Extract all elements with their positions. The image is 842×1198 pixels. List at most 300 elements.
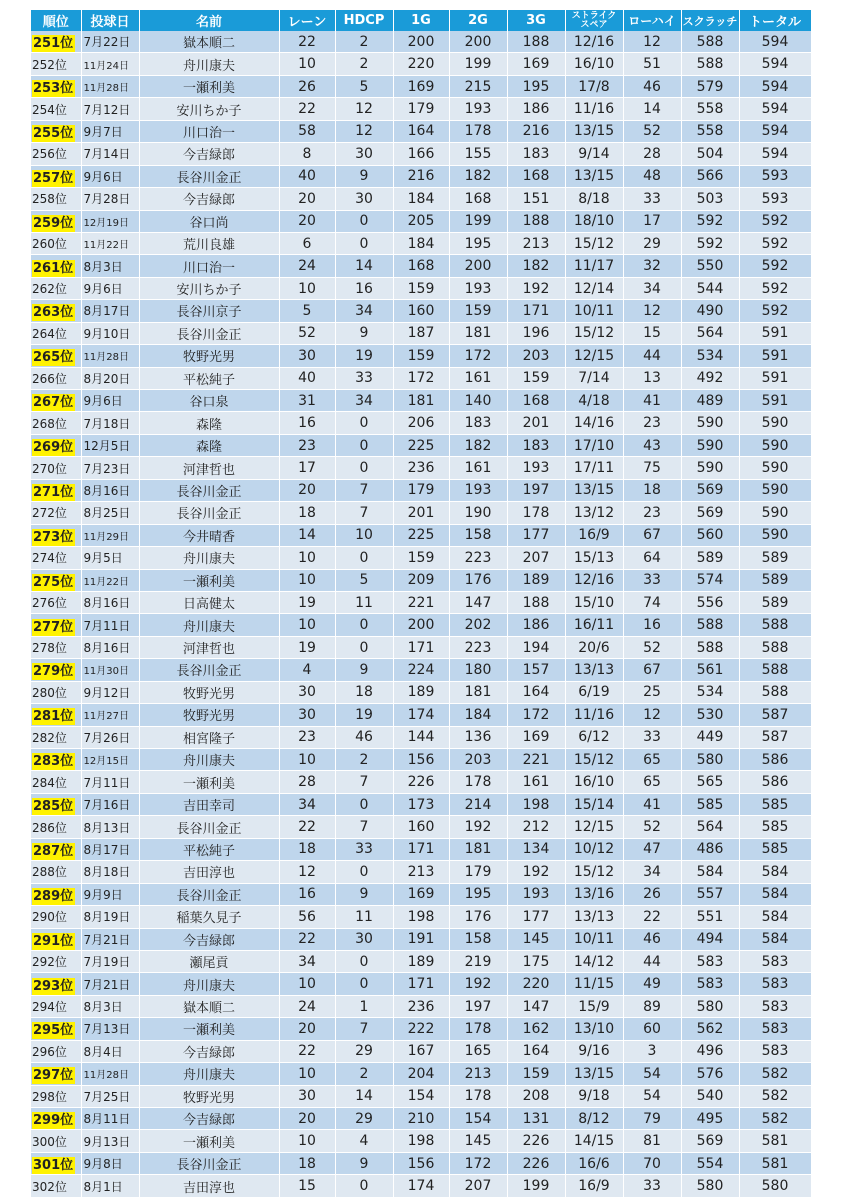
row-rank: [31, 950, 81, 972]
row-lowhigh: 70: [623, 1152, 681, 1174]
row-game3: 159: [507, 367, 565, 389]
table-row: [31, 345, 811, 367]
row-rank: [31, 726, 81, 748]
row-rank: [31, 816, 81, 838]
row-strike-spare: 7/14: [565, 367, 623, 389]
row-game3: 162: [507, 1018, 565, 1040]
row-name: 谷口泉: [139, 390, 279, 412]
table-row: [31, 524, 811, 546]
row-scratch: 590: [681, 434, 739, 456]
row-lowhigh: 29: [623, 232, 681, 254]
row-hdcp: 7: [335, 816, 393, 838]
row-game3: 183: [507, 143, 565, 165]
row-hdcp: 2: [335, 31, 393, 53]
row-game3: 159: [507, 1063, 565, 1085]
row-hdcp: 33: [335, 367, 393, 389]
header-row: [31, 10, 811, 31]
table-row: [31, 75, 811, 97]
row-game2: 161: [449, 367, 507, 389]
header-scratch: スクラッチ: [681, 10, 739, 31]
row-game3: 193: [507, 883, 565, 905]
row-lane: 10: [279, 973, 335, 995]
row-game3: 177: [507, 906, 565, 928]
row-date: 9月7日: [81, 120, 139, 142]
row-name: 谷口尚: [139, 210, 279, 232]
row-total: 594: [739, 31, 811, 53]
rank-label: 296位: [32, 1044, 67, 1059]
row-total: 586: [739, 749, 811, 771]
row-date: 8月13日: [81, 816, 139, 838]
row-total: 588: [739, 614, 811, 636]
row-total: 580: [739, 1175, 811, 1197]
row-game1: 179: [393, 98, 449, 120]
row-date: 7月12日: [81, 98, 139, 120]
row-game3: 169: [507, 53, 565, 75]
row-game2: 140: [449, 390, 507, 412]
row-name: 一瀬利美: [139, 1130, 279, 1152]
row-name: 長谷川金正: [139, 816, 279, 838]
row-strike-spare: 10/11: [565, 928, 623, 950]
row-name: 一瀬利美: [139, 771, 279, 793]
row-lowhigh: 33: [623, 188, 681, 210]
row-lowhigh: 52: [623, 120, 681, 142]
header-game2: 2G: [449, 10, 507, 31]
row-hdcp: 2: [335, 53, 393, 75]
row-strike-spare: 13/13: [565, 659, 623, 681]
rank-label: 298位: [32, 1089, 67, 1104]
table-row: [31, 816, 811, 838]
row-date: 11月28日: [81, 75, 139, 97]
row-game1: 160: [393, 300, 449, 322]
rank-label: 265位: [33, 350, 74, 366]
row-lowhigh: 26: [623, 883, 681, 905]
row-game1: 169: [393, 883, 449, 905]
row-lowhigh: 64: [623, 547, 681, 569]
row-scratch: 557: [681, 883, 739, 905]
row-total: 587: [739, 726, 811, 748]
row-strike-spare: 13/15: [565, 1063, 623, 1085]
row-lowhigh: 41: [623, 793, 681, 815]
rank-label: 290位: [32, 910, 67, 925]
row-game1: 187: [393, 322, 449, 344]
row-lane: 17: [279, 457, 335, 479]
row-total: 582: [739, 1063, 811, 1085]
rank-label: 287位: [33, 843, 74, 859]
table-row: [31, 434, 811, 456]
row-date: 7月13日: [81, 1018, 139, 1040]
rank-label: 292位: [32, 955, 67, 970]
row-lane: 18: [279, 838, 335, 860]
row-strike-spare: 10/12: [565, 838, 623, 860]
row-hdcp: 34: [335, 390, 393, 412]
rank-label: 297位: [33, 1068, 74, 1084]
row-lane: 23: [279, 726, 335, 748]
row-hdcp: 0: [335, 434, 393, 456]
row-hdcp: 0: [335, 210, 393, 232]
row-game2: 200: [449, 31, 507, 53]
rank-label: 255位: [33, 125, 74, 141]
row-strike-spare: 15/12: [565, 749, 623, 771]
header-date: 投球日: [81, 10, 139, 31]
rank-label: 270位: [32, 461, 67, 476]
row-rank: [31, 31, 81, 53]
row-scratch: 558: [681, 98, 739, 120]
row-game1: 205: [393, 210, 449, 232]
row-scratch: 588: [681, 614, 739, 636]
row-game3: 145: [507, 928, 565, 950]
row-hdcp: 7: [335, 479, 393, 501]
row-name: 長谷川金正: [139, 322, 279, 344]
row-game2: 172: [449, 1152, 507, 1174]
row-strike-spare: 16/10: [565, 53, 623, 75]
row-date: 7月14日: [81, 143, 139, 165]
row-hdcp: 7: [335, 502, 393, 524]
table-row: [31, 928, 811, 950]
table-row: [31, 681, 811, 703]
row-date: 8月3日: [81, 255, 139, 277]
row-date: 8月3日: [81, 995, 139, 1017]
row-rank: [31, 838, 81, 860]
table-row: [31, 31, 811, 53]
rank-label: 294位: [32, 1000, 67, 1015]
row-scratch: 544: [681, 277, 739, 299]
rank-label: 274位: [32, 551, 67, 566]
row-hdcp: 16: [335, 277, 393, 299]
row-total: 594: [739, 143, 811, 165]
row-name: 川口治一: [139, 120, 279, 142]
row-lowhigh: 81: [623, 1130, 681, 1152]
row-lane: 26: [279, 75, 335, 97]
row-rank: [31, 906, 81, 928]
row-hdcp: 12: [335, 98, 393, 120]
row-rank: [31, 322, 81, 344]
row-rank: [31, 300, 81, 322]
row-lowhigh: 67: [623, 659, 681, 681]
row-lowhigh: 32: [623, 255, 681, 277]
row-game2: 176: [449, 906, 507, 928]
row-game2: 184: [449, 704, 507, 726]
row-game2: 181: [449, 322, 507, 344]
row-strike-spare: 6/12: [565, 726, 623, 748]
row-strike-spare: 15/10: [565, 591, 623, 613]
row-hdcp: 2: [335, 749, 393, 771]
row-lane: 8: [279, 143, 335, 165]
row-strike-spare: 15/13: [565, 547, 623, 569]
row-hdcp: 19: [335, 345, 393, 367]
row-total: 586: [739, 771, 811, 793]
row-lane: 28: [279, 771, 335, 793]
rank-label: 260位: [32, 237, 67, 252]
row-game2: 154: [449, 1108, 507, 1130]
row-total: 583: [739, 950, 811, 972]
rank-label: 283位: [33, 754, 74, 770]
table-row: [31, 591, 811, 613]
row-game3: 193: [507, 457, 565, 479]
row-game1: 160: [393, 816, 449, 838]
row-rank: [31, 277, 81, 299]
table-row: [31, 1040, 811, 1062]
rank-label: 286位: [32, 820, 67, 835]
row-date: 8月20日: [81, 367, 139, 389]
rank-label: 280位: [32, 685, 67, 700]
rank-label: 269位: [33, 440, 74, 456]
row-hdcp: 9: [335, 322, 393, 344]
row-rank: [31, 479, 81, 501]
row-date: 8月11日: [81, 1108, 139, 1130]
row-lane: 18: [279, 1152, 335, 1174]
row-lowhigh: 44: [623, 345, 681, 367]
row-date: 8月18日: [81, 861, 139, 883]
row-game2: 145: [449, 1130, 507, 1152]
row-game1: 198: [393, 1130, 449, 1152]
header-game1: 1G: [393, 10, 449, 31]
row-lane: 34: [279, 793, 335, 815]
row-date: 9月13日: [81, 1130, 139, 1152]
row-rank: [31, 1130, 81, 1152]
row-scratch: 492: [681, 367, 739, 389]
row-rank: [31, 143, 81, 165]
row-name: 牧野光男: [139, 704, 279, 726]
row-lowhigh: 46: [623, 75, 681, 97]
row-game1: 201: [393, 502, 449, 524]
row-game2: 180: [449, 659, 507, 681]
row-game1: 184: [393, 188, 449, 210]
table-row: [31, 188, 811, 210]
row-strike-spare: 11/15: [565, 973, 623, 995]
row-rank: [31, 749, 81, 771]
row-name: 長谷川金正: [139, 1152, 279, 1174]
table-row: [31, 838, 811, 860]
row-total: 588: [739, 636, 811, 658]
row-game1: 181: [393, 390, 449, 412]
row-lowhigh: 79: [623, 1108, 681, 1130]
rank-label: 272位: [32, 506, 67, 521]
row-scratch: 530: [681, 704, 739, 726]
row-total: 592: [739, 232, 811, 254]
row-rank: [31, 53, 81, 75]
row-lowhigh: 47: [623, 838, 681, 860]
row-game3: 188: [507, 210, 565, 232]
row-name: 相宮隆子: [139, 726, 279, 748]
row-total: 589: [739, 591, 811, 613]
row-game2: 202: [449, 614, 507, 636]
row-hdcp: 5: [335, 75, 393, 97]
row-lane: 16: [279, 883, 335, 905]
row-strike-spare: 13/15: [565, 120, 623, 142]
row-rank: [31, 1063, 81, 1085]
row-scratch: 588: [681, 31, 739, 53]
row-rank: [31, 1108, 81, 1130]
row-name: 長谷川金正: [139, 883, 279, 905]
row-total: 584: [739, 928, 811, 950]
row-game2: 181: [449, 681, 507, 703]
row-game3: 131: [507, 1108, 565, 1130]
row-total: 589: [739, 547, 811, 569]
row-lane: 22: [279, 928, 335, 950]
row-strike-spare: 15/14: [565, 793, 623, 815]
rank-label: 261位: [33, 260, 74, 276]
row-scratch: 580: [681, 749, 739, 771]
row-lowhigh: 60: [623, 1018, 681, 1040]
row-date: 9月8日: [81, 1152, 139, 1174]
row-lowhigh: 22: [623, 906, 681, 928]
row-total: 592: [739, 255, 811, 277]
row-total: 590: [739, 524, 811, 546]
row-game1: 204: [393, 1063, 449, 1085]
row-lane: 22: [279, 816, 335, 838]
row-date: 7月21日: [81, 928, 139, 950]
row-game2: 158: [449, 524, 507, 546]
row-strike-spare: 14/16: [565, 412, 623, 434]
row-lowhigh: 67: [623, 524, 681, 546]
rank-label: 295位: [33, 1023, 74, 1039]
table-row: [31, 771, 811, 793]
row-name: 今吉緑郎: [139, 188, 279, 210]
rank-label: 276位: [32, 596, 67, 611]
row-game2: 172: [449, 345, 507, 367]
row-scratch: 588: [681, 53, 739, 75]
row-game2: 178: [449, 1018, 507, 1040]
row-lane: 40: [279, 165, 335, 187]
row-date: 8月17日: [81, 838, 139, 860]
rank-label: 259位: [33, 215, 74, 231]
row-lane: 22: [279, 31, 335, 53]
table-row: [31, 367, 811, 389]
row-game2: 200: [449, 255, 507, 277]
row-name: 川口治一: [139, 255, 279, 277]
row-lane: 16: [279, 412, 335, 434]
row-hdcp: 18: [335, 681, 393, 703]
row-hdcp: 7: [335, 771, 393, 793]
row-game2: 182: [449, 165, 507, 187]
row-lowhigh: 23: [623, 502, 681, 524]
row-lowhigh: 23: [623, 412, 681, 434]
row-strike-spare: 14/12: [565, 950, 623, 972]
row-game3: 216: [507, 120, 565, 142]
row-lowhigh: 12: [623, 31, 681, 53]
row-date: 9月12日: [81, 681, 139, 703]
row-name: 一瀬利美: [139, 569, 279, 591]
row-date: 8月16日: [81, 591, 139, 613]
header-hdcp: HDCP: [335, 10, 393, 31]
row-rank: [31, 75, 81, 97]
row-game3: 175: [507, 950, 565, 972]
row-game1: 236: [393, 995, 449, 1017]
table-row: [31, 861, 811, 883]
row-date: 12月15日: [81, 749, 139, 771]
row-rank: [31, 547, 81, 569]
row-lowhigh: 33: [623, 569, 681, 591]
row-name: 一瀬利美: [139, 75, 279, 97]
table-row: [31, 973, 811, 995]
row-lane: 10: [279, 547, 335, 569]
rank-label: 257位: [33, 170, 74, 186]
row-total: 585: [739, 816, 811, 838]
row-strike-spare: 9/14: [565, 143, 623, 165]
row-strike-spare: 16/9: [565, 524, 623, 546]
row-lowhigh: 15: [623, 322, 681, 344]
row-lane: 10: [279, 1130, 335, 1152]
row-date: 7月26日: [81, 726, 139, 748]
row-total: 582: [739, 1085, 811, 1107]
row-hdcp: 0: [335, 793, 393, 815]
row-game3: 212: [507, 816, 565, 838]
row-game2: 195: [449, 232, 507, 254]
rank-label: 301位: [33, 1158, 74, 1174]
row-hdcp: 29: [335, 1040, 393, 1062]
row-total: 591: [739, 322, 811, 344]
row-lowhigh: 43: [623, 434, 681, 456]
row-name: 吉田淳也: [139, 1175, 279, 1197]
row-rank: [31, 1085, 81, 1107]
table-row: [31, 1018, 811, 1040]
row-date: 7月18日: [81, 412, 139, 434]
row-hdcp: 0: [335, 614, 393, 636]
row-lowhigh: 75: [623, 457, 681, 479]
row-total: 594: [739, 120, 811, 142]
row-game3: 186: [507, 614, 565, 636]
row-scratch: 494: [681, 928, 739, 950]
row-name: 森隆: [139, 434, 279, 456]
row-scratch: 584: [681, 861, 739, 883]
row-game2: 199: [449, 210, 507, 232]
row-lane: 14: [279, 524, 335, 546]
row-strike-spare: 16/6: [565, 1152, 623, 1174]
row-lowhigh: 41: [623, 390, 681, 412]
table-row: [31, 659, 811, 681]
row-lowhigh: 28: [623, 143, 681, 165]
row-game1: 189: [393, 681, 449, 703]
row-game1: 189: [393, 950, 449, 972]
table-row: [31, 143, 811, 165]
row-lowhigh: 33: [623, 1175, 681, 1197]
row-rank: [31, 883, 81, 905]
row-game1: 166: [393, 143, 449, 165]
row-rank: [31, 1040, 81, 1062]
table-row: [31, 569, 811, 591]
row-game1: 200: [393, 614, 449, 636]
row-game1: 200: [393, 31, 449, 53]
row-scratch: 590: [681, 412, 739, 434]
row-date: 12月19日: [81, 210, 139, 232]
row-scratch: 579: [681, 75, 739, 97]
table-row: [31, 1130, 811, 1152]
rank-label: 251位: [33, 36, 74, 52]
table-row: [31, 793, 811, 815]
table-row: [31, 1175, 811, 1197]
row-strike-spare: 11/17: [565, 255, 623, 277]
row-game1: 225: [393, 434, 449, 456]
row-scratch: 561: [681, 659, 739, 681]
row-game2: 147: [449, 591, 507, 613]
row-name: 牧野光男: [139, 1085, 279, 1107]
row-lane: 24: [279, 255, 335, 277]
row-lane: 20: [279, 1108, 335, 1130]
row-strike-spare: 16/10: [565, 771, 623, 793]
row-strike-spare: 15/12: [565, 232, 623, 254]
row-lowhigh: 52: [623, 636, 681, 658]
row-game1: 210: [393, 1108, 449, 1130]
row-rank: [31, 255, 81, 277]
row-game2: 192: [449, 816, 507, 838]
rank-label: 299位: [33, 1113, 74, 1129]
row-strike-spare: 15/9: [565, 995, 623, 1017]
row-hdcp: 0: [335, 232, 393, 254]
row-game2: 190: [449, 502, 507, 524]
row-name: 嶽本順二: [139, 995, 279, 1017]
row-game3: 178: [507, 502, 565, 524]
row-rank: [31, 591, 81, 613]
